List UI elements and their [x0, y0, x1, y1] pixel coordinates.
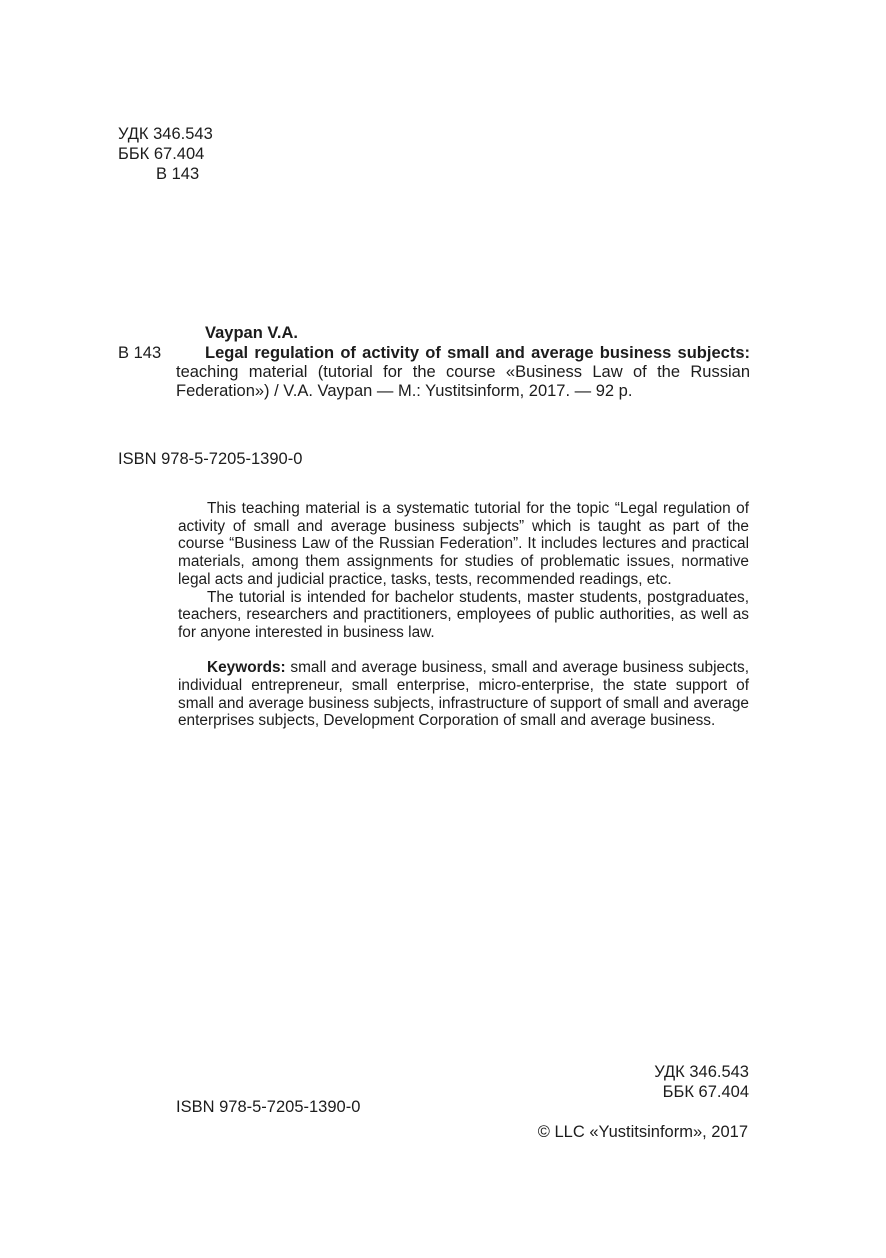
keywords-text: small and average business, small and average business subjects, individual entrepreneur, small enterprise, micro-enterprise, the state support of small and average business subjects, infrastructure of support of small and average enterprises subjects, Development Corporation of small and average business. [178, 659, 749, 730]
footer-udk-code: УДК 346.543 [654, 1063, 749, 1081]
author-mark: В 143 [156, 165, 200, 183]
classification-codes [118, 124, 213, 184]
footer-classification [654, 1062, 749, 1102]
keywords-paragraph [178, 659, 749, 730]
annotation-paragraph: The tutorial is intended for bachelor students, master students, postgraduates, teachers, researchers and practitioners, employees of public authorities, as well as for anyone interested in business law. [178, 588, 749, 641]
footer-isbn: ISBN 978-5-7205-1390-0 [176, 1098, 361, 1116]
copyright-notice: © LLC «Yustitsinform», 2017 [537, 1123, 748, 1141]
annotation [178, 500, 749, 730]
keywords-label: Keywords: [207, 659, 286, 677]
book-description: teaching material (tutorial for the course «Business Law of the Russian Federation») / V.A. Vaypan — M.: Yustitsinform, 2017. — 92 p. [176, 363, 750, 400]
author-name: Vaypan V.A. [205, 324, 298, 342]
book-title: Legal regulation of activity of small and average business subjects: [205, 344, 750, 362]
footer-bbk-code: ББК 67.404 [662, 1083, 749, 1101]
bibliographic-record [176, 344, 750, 401]
bbk-code: ББК 67.404 [118, 145, 205, 163]
isbn-number: ISBN 978-5-7205-1390-0 [118, 450, 303, 468]
udk-code: УДК 346.543 [118, 125, 213, 143]
annotation-paragraph: This teaching material is a systematic tutorial for the topic “Legal regulation of activity of small and average business subjects” which is taught as part of the course “Business Law of the Russian Federation”. It includes lectures and practical materials, among them assignments for studies of problematic issues, normative legal acts and judicial practice, tasks, tests, recommended readings, etc. [178, 500, 749, 588]
record-author-mark: В 143 [118, 344, 162, 362]
